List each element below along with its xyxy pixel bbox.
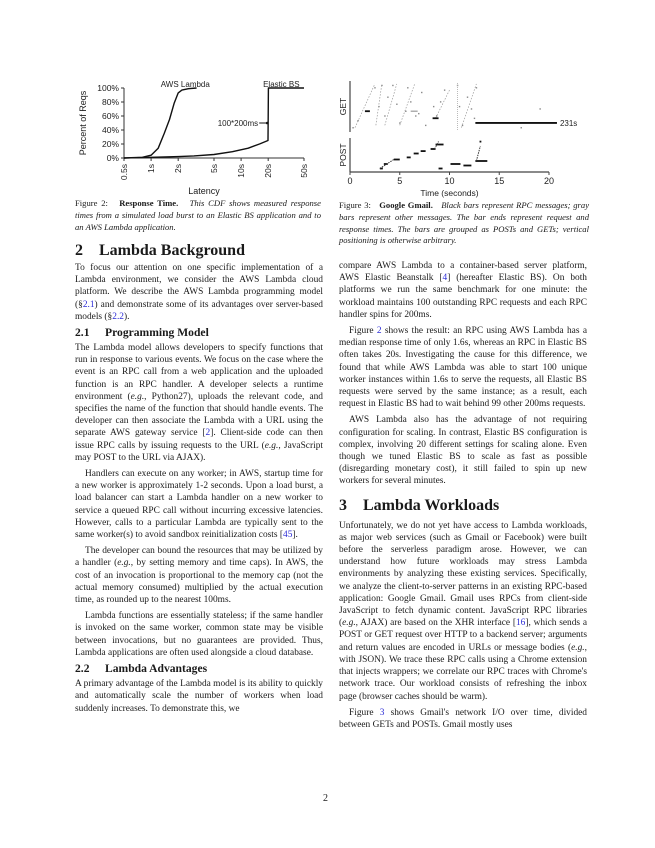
x-tick-label: 5 [397, 176, 403, 186]
paragraph: The developer can bound the resources that may be utilized by a handler (e.g., by setting memory and time caps). In AWS, the cost of an invocation is proportional to the memory cap (not the actual memory consumed) multiplied by the actual execution time, as rounded up to the nearest 100ms. [75, 546, 323, 606]
x-tick-label: 50s [299, 164, 309, 178]
figure-2-title: Response Time. [119, 198, 179, 208]
x-tick-label: 0.5s [119, 164, 129, 181]
get-other-message-point [459, 106, 460, 107]
get-other-message-streak [376, 84, 382, 125]
get-other-message-point [474, 118, 475, 119]
get-other-message-point [462, 125, 463, 126]
y-tick-label: 60% [101, 111, 119, 121]
post-message-streak [476, 146, 480, 161]
annotation-arrowhead [266, 122, 269, 125]
paragraph: A primary advantage of the Lambda model is its ability to quickly and automatically scale the number of workers when load suddenly increases. To demonstrate this, we [75, 679, 323, 714]
x-tick-label: 20 [543, 176, 555, 186]
section-number: 2 [75, 242, 83, 259]
y-tick-label: 100% [97, 83, 119, 93]
x-tick-label: 20s [263, 164, 274, 178]
get-other-message-point [415, 115, 416, 116]
get-other-message-point [374, 87, 375, 88]
get-other-message-point [421, 92, 422, 93]
x-tick-label: 2s [173, 164, 184, 173]
get-other-message-point [476, 87, 477, 88]
section-2-heading [75, 242, 245, 260]
get-other-message-streak [461, 84, 476, 128]
figure-3-title: Google Gmail. [379, 200, 433, 210]
get-other-message-streak [400, 84, 415, 125]
x-tick-label: 10s [236, 164, 247, 178]
x-tick-label: 1s [146, 164, 157, 173]
x-tick-label: 0 [347, 176, 353, 186]
paragraph: Figure 2 shows the result: an RPC using AWS Lambda has a median response time of only 1.6s, whereas an RPC in Elastic BS often takes 20s. Investigating the cause for this difference, we found that while AWS Lambda was able to start 100 unique worker instances within 1.6s to serve the requests, all Elastic BS requests were served by the same instance; as a result, each request in Elastic BS had to wait behind 99 other 200ms requests. [339, 326, 587, 410]
figure-3-gmail-chart [336, 76, 588, 198]
paragraph: Handlers can execute on any worker; in AWS, startup time for a new worker is approximately 1-2 seconds. Upon a load burst, a load balancer can start a Lambda handler on a new worker to service a queued RPC call without incurring excessive latencies. However, calls to a particular Lambda are typically sent to the same worker(s) to avoid sandbox reinitialization costs [45]. [75, 469, 323, 541]
figure-link[interactable]: 3 [379, 707, 385, 718]
get-other-message-point [539, 108, 540, 109]
paragraph: Unfortunately, we do not yet have access to Lambda workloads, as major web services (such as Gmail or Facebook) were built before the serverless paradigm arose. However, we can understand how future workloads may stress Lambda environments by analyzing these existing services. Specifically, we analyze the client-to-server patterns in an existing RPC-based application: Google Gmail. Gmail uses RPCs from client-side JavaScript to fetch dynamic content. JavaScript RPC libraries (e.g., AJAX) are based on the XHR interface [16], which sends a POST or GET request over HTTP to a backend server; arguments and return values are encoded in URLs or message bodies (e.g., with JSON). We trace these RPC calls using a Chrome extension that injects wrappers; we correlate our RPC traces with Chrome's network trace. Our workload consists of refreshing the inbox page (browser caches should be warm). [339, 520, 587, 702]
panel-label-get: GET [338, 97, 348, 116]
citation-link[interactable]: 2 [205, 428, 211, 439]
get-other-message-streak [355, 84, 375, 128]
paragraph: compare AWS Lambda to a container-based server platform, AWS Elastic Beanstalk [4] (hereafter Elastic BS). On both platforms we run the same benchmark for one minute: the workload maintains 100 outstanding RPC requests and each RPC handler spins for 200ms. [339, 261, 587, 320]
figure-2-caption [75, 198, 321, 233]
citation-link[interactable]: 45 [283, 530, 293, 541]
get-other-message-point [384, 115, 385, 116]
x-axis-label: Latency [188, 186, 220, 196]
series-line-aws-lambda [124, 88, 197, 158]
section-3-heading: 3 Lambda Workloads [339, 496, 500, 514]
get-other-message-point [521, 127, 522, 128]
y-tick-label: 0% [106, 153, 119, 163]
x-tick-label: 5s [209, 164, 219, 173]
get-other-message-point [410, 101, 411, 102]
figure-3-caption [339, 200, 589, 247]
get-other-message-point [471, 108, 472, 109]
citation-link[interactable]: 4 [442, 273, 448, 284]
x-tick-label: 10 [444, 176, 455, 186]
get-other-message-point [396, 104, 397, 105]
y-tick-label: 20% [101, 139, 119, 149]
get-other-message-point [440, 101, 441, 102]
y-axis-label: Percent of Reqs [78, 90, 88, 156]
annotation-231s: 231s [559, 118, 578, 128]
page-number: 2 [323, 793, 328, 804]
get-other-message-point [425, 125, 426, 126]
subsection-2-2-heading: 2.2 Lambda Advantages [75, 662, 208, 676]
get-other-message-streak [436, 90, 450, 118]
section-link[interactable]: 2.1 [82, 299, 95, 310]
x-axis-label: Time (seconds) [420, 188, 479, 198]
figure-3-text: Black bars represent RPC messages; gray bars represent other messages. The bar ends represent request and response times. The bars are grouped as POSTs and GETs; vertical positioning is otherwise arbitrary. [339, 200, 590, 246]
x-tick-label: 15 [494, 176, 505, 186]
paragraph: Lambda functions are essentially stateless; if the same handler is invoked on the same worker, common state may be visible between invocations, but no guarantees are provided. Thus, Lambda applications are often used alongside a cloud database. [75, 611, 323, 658]
citation-link[interactable]: 16 [515, 618, 526, 629]
figure-3-label: Figure 3: [339, 200, 371, 210]
get-other-message-point [352, 127, 353, 128]
series-line-elastic-bs [124, 88, 304, 158]
left-column [75, 262, 323, 715]
series-label-aws-lambda: AWS Lambda [160, 80, 210, 89]
get-other-message-point [407, 87, 408, 88]
section-title: Lambda Background [99, 242, 245, 259]
get-other-message-point [444, 89, 445, 90]
paragraph: To focus our attention on one specific implementation of a Lambda environment, we consider the AWS Lambda cloud platform. We describe the AWS Lambda programming model (§2.1) and demonstrate some of its advantages over server-based models (§2.2). [75, 263, 323, 322]
get-other-message-streak [385, 84, 397, 125]
figure-link[interactable]: 2 [376, 326, 382, 337]
get-other-message-point [433, 106, 434, 107]
get-other-message-point [418, 113, 419, 114]
post-message-point [480, 141, 482, 143]
paragraph: AWS Lambda also has the advantage of not requiring configuration for scaling. In contrast, Elastic BS configuration is complex, involving 20 different settings for scaling alone. Even though we tuned Elastic BS to scale as fast as possible (disregarding monetary cost), it still failed to spin up new workers for several minutes. [339, 415, 587, 487]
panel-label-post: POST [338, 143, 348, 167]
subsection-2-1-heading: 2.1 Programming Model [75, 326, 209, 340]
get-other-message-point [387, 97, 388, 98]
figure-2-label: Figure 2: [75, 198, 108, 208]
figure-2-text: This CDF shows measured response times from a simulated load burst to an Elastic BS application and to an AWS Lambda application. [75, 198, 321, 232]
y-tick-label: 80% [101, 97, 119, 107]
post-message-streak [380, 160, 394, 169]
get-other-message-point [467, 97, 468, 98]
get-other-message-point [392, 85, 393, 86]
y-tick-label: 40% [101, 125, 119, 135]
paragraph: Figure 3 shows Gmail's network I/O over time, divided between GETs and POSTs. Gmail mostly uses [339, 707, 587, 730]
annotation-label: 100*200ms [217, 119, 259, 128]
series-label-elastic-bs: Elastic BS [263, 80, 300, 89]
paragraph: The Lambda model allows developers to specify functions that run in response to various events. We focus on the case where the event is an RPC call from a web application and the uploaded function is an RPC handler. A developer selects a runtime environment (e.g., Python27), uploads the relevant code, and specifies the name of the function that should handle events. The developer can then associate the Lambda with a URL using the separate AWS gateway service [2]. Client-side code can then issue RPC calls by issuing requests to the URL (e.g., JavaScript may POST to the URL via AJAX). [75, 343, 323, 463]
right-column [339, 260, 587, 731]
section-link[interactable]: 2.2 [112, 311, 124, 322]
get-other-message-point [399, 122, 400, 123]
figure-2-response-time-chart [72, 76, 322, 198]
